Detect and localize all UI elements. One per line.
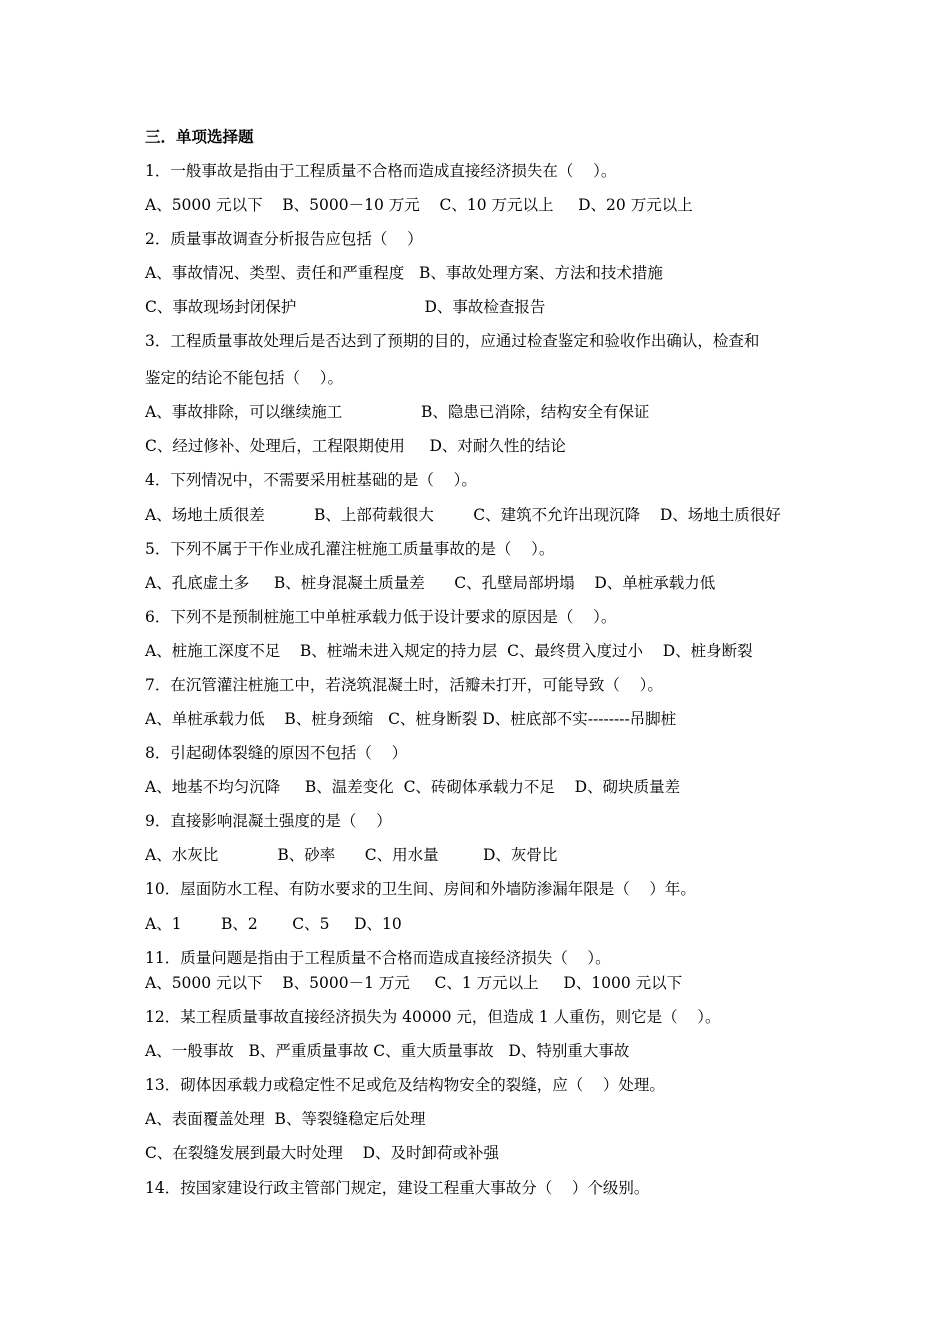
question-3: 3．工程质量事故处理后是否达到了预期的目的，应通过检查鉴定和验收作出确认，检查和 bbox=[145, 332, 760, 350]
question-14: 14．按国家建设行政主管部门规定，建设工程重大事故分（ ）个级别。 bbox=[145, 1179, 650, 1197]
question-13-options-cd: C、在裂缝发展到最大时处理 D、及时卸荷或补强 bbox=[145, 1144, 499, 1162]
question-6-options: A、桩施工深度不足 B、桩端未进入规定的持力层 C、最终贯入度过小 D、桩身断裂 bbox=[145, 642, 753, 660]
question-5-options: A、孔底虚土多 B、桩身混凝土质量差 C、孔壁局部坍塌 D、单桩承载力低 bbox=[145, 574, 716, 592]
question-2: 2．质量事故调查分析报告应包括（ ） bbox=[145, 230, 423, 248]
question-9: 9．直接影响混凝土强度的是（ ） bbox=[145, 812, 392, 830]
question-10-options: A、1 B、2 C、5 D、10 bbox=[145, 915, 402, 933]
question-7-options: A、单桩承载力低 B、桩身颈缩 C、桩身断裂 D、桩底部不实--------吊脚桩 bbox=[145, 710, 677, 728]
question-5: 5．下列不属于干作业成孔灌注桩施工质量事故的是（ ）。 bbox=[145, 540, 555, 558]
question-12-options: A、一般事故 B、严重质量事故 C、重大质量事故 D、特别重大事故 bbox=[145, 1042, 630, 1060]
question-1-options: A、5000 元以下 B、5000－10 万元 C、10 万元以上 D、20 万元以上 bbox=[145, 196, 693, 214]
question-8: 8．引起砌体裂缝的原因不包括（ ） bbox=[145, 744, 408, 762]
question-1: 1．一般事故是指由于工程质量不合格而造成直接经济损失在（ ）。 bbox=[145, 162, 617, 180]
question-4: 4．下列情况中，不需要采用桩基础的是（ ）。 bbox=[145, 471, 477, 489]
question-2-options-ab: A、事故情况、类型、责任和严重程度 B、事故处理方案、方法和技术措施 bbox=[145, 264, 663, 282]
question-12: 12．某工程质量事故直接经济损失为 40000 元，但造成 1 人重伤，则它是（ ）。 bbox=[145, 1008, 721, 1026]
question-13: 13．砌体因承载力或稳定性不足或危及结构物安全的裂缝，应（ ）处理。 bbox=[145, 1076, 665, 1094]
question-3-continued: 鉴定的结论不能包括（ ）。 bbox=[145, 369, 343, 387]
question-2-options-cd: C、事故现场封闭保护 D、事故检查报告 bbox=[145, 298, 546, 316]
question-8-options: A、地基不均匀沉降 B、温差变化 C、砖砌体承载力不足 D、砌块质量差 bbox=[145, 778, 681, 796]
question-6: 6．下列不是预制桩施工中单桩承载力低于设计要求的原因是（ ）。 bbox=[145, 608, 617, 626]
question-7: 7．在沉管灌注桩施工中，若浇筑混凝土时，活瓣未打开，可能导致（ ）。 bbox=[145, 676, 663, 694]
question-9-options: A、水灰比 B、砂率 C、用水量 D、灰骨比 bbox=[145, 846, 558, 864]
section-title: 三．单项选择题 bbox=[145, 127, 254, 146]
question-3-options-ab: A、事故排除，可以继续施工 B、隐患已消除，结构安全有保证 bbox=[145, 403, 650, 421]
question-11: 11．质量问题是指由于工程质量不合格而造成直接经济损失（ ）。 bbox=[145, 949, 611, 967]
question-11-options: A、5000 元以下 B、5000－1 万元 C、1 万元以上 D、1000 元以下 bbox=[145, 974, 683, 992]
question-3-options-cd: C、经过修补、处理后，工程限期使用 D、对耐久性的结论 bbox=[145, 437, 566, 455]
question-4-options: A、场地土质很差 B、上部荷载很大 C、建筑不允许出现沉降 D、场地土质很好 bbox=[145, 506, 781, 524]
question-10: 10．屋面防水工程、有防水要求的卫生间、房间和外墙防渗漏年限是（ ）年。 bbox=[145, 880, 696, 898]
question-13-options-ab: A、表面覆盖处理 B、等裂缝稳定后处理 bbox=[145, 1110, 426, 1128]
